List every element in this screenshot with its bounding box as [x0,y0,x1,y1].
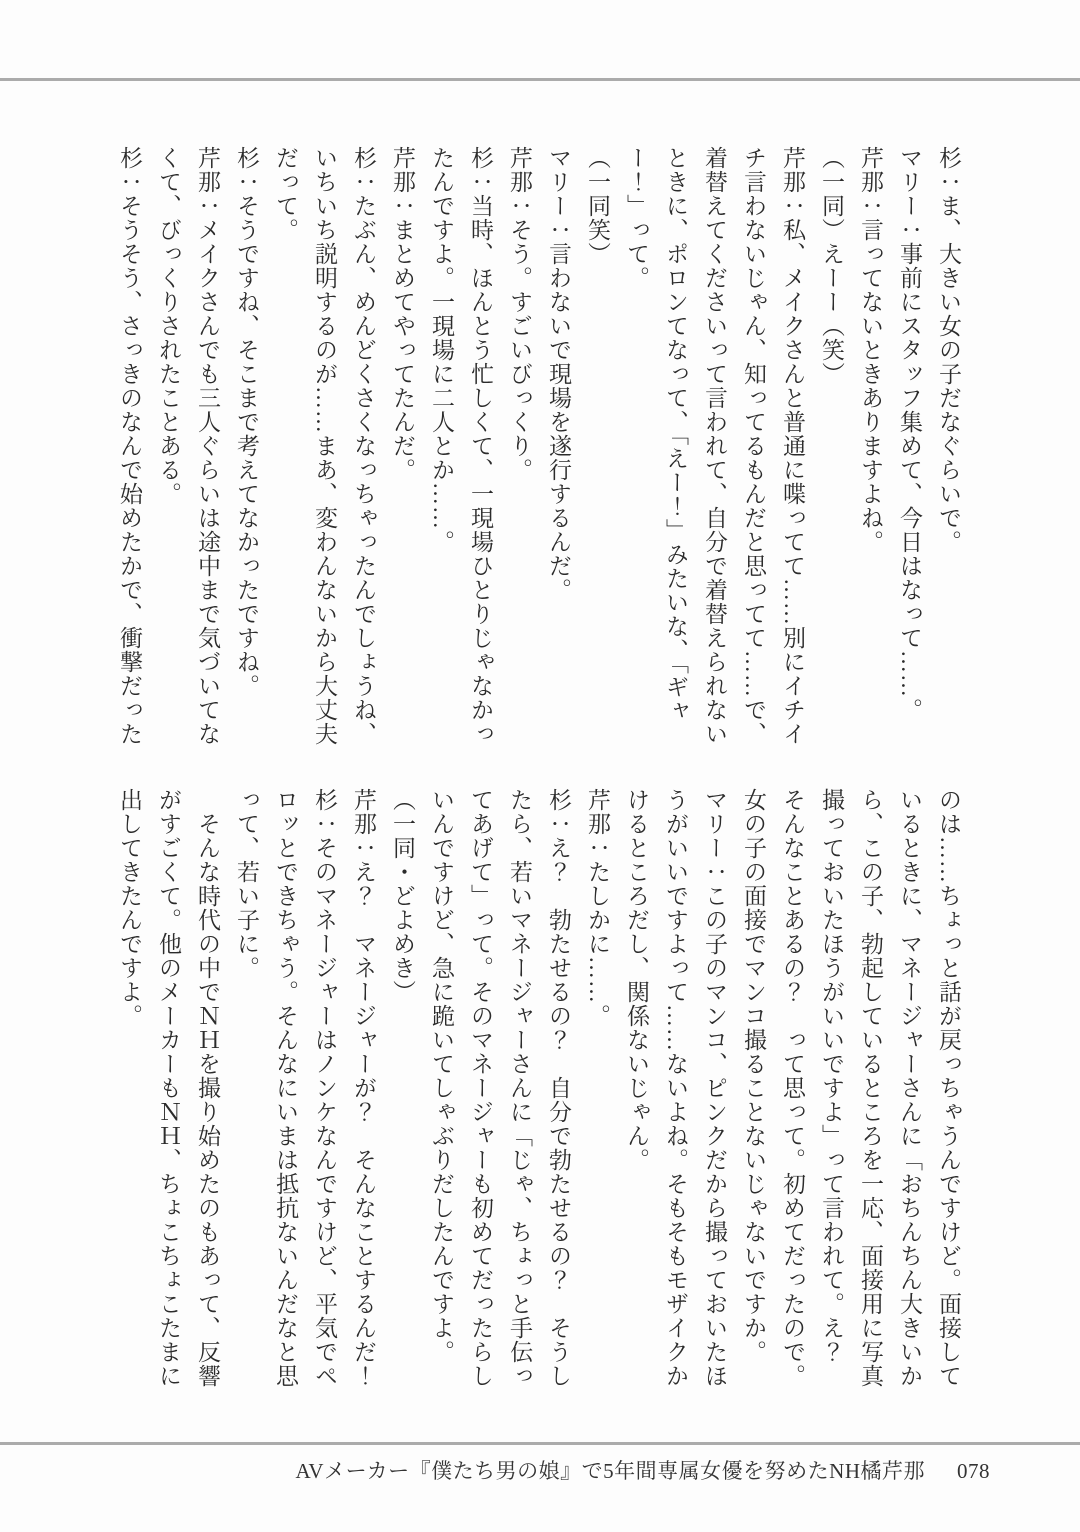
dialogue-paragraph: （一同笑） [585,146,610,266]
dialogue-paragraph: マリー：言わないで現場を遂行するんだ。 [546,146,571,602]
dialogue-paragraph: 芹那：私、メイクさんと普通に喋ってて……別にイチイチ言わないじゃん、知ってるもんだと思ってて……で、着替えてくださいって言われて、自分で着替えられないときに、ポロンてなって、「えー！」みたいな、「ギャー！」って。 [624,146,805,746]
dialogue-paragraph: 杉：当時、ほんとう忙しくて、一現場ひとりじゃなかったんですよ。一現場に二人とか……。 [429,146,493,746]
dialogue-paragraph: （一同）えーー（笑） [819,146,844,386]
top-text-block [106,146,968,750]
dialogue-paragraph: 芹那：たしかに……。 [585,788,610,1028]
dialogue-paragraph: マリー：事前にスタッフ集めて、今日はなって……。 [897,146,922,722]
footer-divider [0,1442,1080,1445]
dialogue-paragraph: 芹那：言ってないときありますよね。 [858,146,883,554]
page-number: 078 [957,1459,990,1483]
top-divider [0,78,1080,81]
dialogue-paragraph: マリー：この子のマンコ、ピンクだから撮っておいたほうがいいですよって……ないよね。そもそもモザイクかけるところだし、関係ないじゃん。 [624,788,727,1388]
dialogue-paragraph: 杉：たぶん、めんどくさくなっちゃったんでしょうね、いちいち説明するのが……まあ、変わんないから大丈夫だって。 [273,146,376,746]
footer [295,1455,990,1485]
dialogue-paragraph: のは……ちょっと話が戻っちゃうんですけど。面接しているときに、マネージャーさんに「おちんちん大きいから、この子、勃起しているところを一応、面接用に写真撮っておいたほうがいいですよ」って言われて。え？ そんなことあるの？ って思って。初めてだったので。女の子の面接でマンコ撮ることないじゃないですか。 [741,788,961,1388]
dialogue-paragraph: 杉：ま、大きい女の子だなぐらいで。 [936,146,961,554]
dialogue-paragraph: 芹那：メイクさんでも三人ぐらいは途中まで気づいてなくて、びっくりされたことある。 [156,146,220,746]
dialogue-paragraph: そんな時代の中でＮＨを撮り始めたのもあって、反響がすごくて。他のメーカーもＮＨ、ちょこちょこたまに出してきたんですよ。 [117,788,220,1388]
dialogue-paragraph: 芹那：え？ マネージャーが？ そんなことするんだ！ [351,788,376,1388]
bottom-text-block [106,788,968,1400]
dialogue-paragraph: 芹那：まとめてやってたんだ。 [390,146,415,482]
dialogue-paragraph: 芹那：そう。すごいびっくり。 [507,146,532,482]
dialogue-paragraph: 杉：そうですね、そこまで考えてなかったですね。 [234,146,259,698]
dialogue-paragraph: 杉：そうそう、さっきのなんで始めたかで、衝撃だった [117,146,142,746]
dialogue-paragraph: （一同・どよめき） [390,788,415,1004]
footer-title: AVメーカー『僕たち男の娘』で5年間専属女優を努めたNH橘芹那 [295,1459,925,1483]
dialogue-paragraph: 杉：え？ 勃たせるの？ 自分で勃たせるの？ そうしたら、若いマネージャーさんに「じゃ、ちょっと手伝ってあげて」って。そのマネージャーも初めてだったらしいんですけど、急に跪いてしゃぶりだしたんですよ。 [429,788,571,1388]
dialogue-paragraph: 杉：そのマネージャーはノンケなんですけど、平気でペロッとできちゃう。そんなにいまは抵抗ないんだなと思って、若い子に。 [234,788,337,1388]
